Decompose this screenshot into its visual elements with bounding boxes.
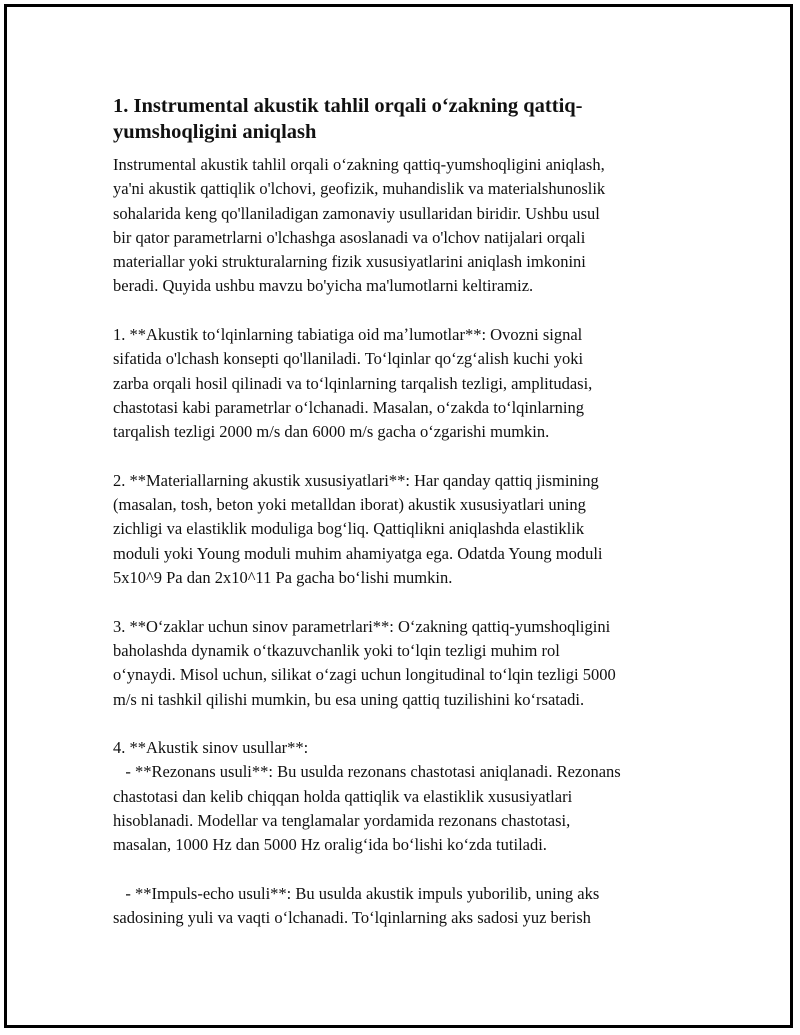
text-line: baholashda dynamik oʻtkazuvchanlik yoki toʻlqin tezligi muhim rol — [113, 640, 560, 660]
text-line: 3. **Oʻzaklar uchun sinov parametrlari**: Oʻzakning qattiq-yumshoqligini — [113, 616, 611, 636]
text-line: 2. **Materiallarning akustik xususiyatlari**: Har qanday qattiq jismining — [113, 470, 599, 490]
text-line: - **Rezonans usuli**: Bu usulda rezonans chastotasi aniqlanadi. Rezonans — [113, 762, 621, 782]
text-line: beradi. Quyida ushbu mavzu bo'yicha ma'lumotlarni keltiramiz. — [113, 276, 534, 296]
point-1-paragraph — [113, 323, 698, 444]
text-line: (masalan, tosh, beton yoki metalldan iborat) akustik xususiyatlari uning — [113, 495, 586, 515]
text-line: materiallar yoki strukturalarning fizik xususiyatlarini aniqlash imkonini — [113, 252, 586, 272]
text-line: tarqalish tezligi 2000 m/s dan 6000 m/s gacha oʻzgarishi mumkin. — [113, 422, 550, 442]
text-line: Instrumental akustik tahlil orqali oʻzakning qattiq-yumshoqligini aniqlash, — [113, 155, 605, 174]
text-line: sohalarida keng qo'llaniladigan zamonaviy usullaridan biridir. Ushbu usul — [113, 203, 600, 223]
text-line: chastotasi kabi parametrlar oʻlchanadi. Masalan, oʻzakda toʻlqinlarning — [113, 397, 584, 417]
text-line: bir qator parametrlarni o'lchashga asoslanadi va o'lchov natijalari orqali — [113, 227, 586, 247]
point-3-paragraph — [113, 615, 698, 712]
text-line: chastotasi dan kelib chiqqan holda qattiqlik va elastiklik xususiyatlari — [113, 786, 573, 806]
point-2-paragraph — [113, 469, 698, 590]
paragraph-gap — [113, 858, 698, 882]
text-line: zichligi va elastiklik moduliga bogʻliq. Qattiqlikni aniqlashda elastiklik — [113, 519, 585, 539]
title-line: yumshoqligini aniqlash — [113, 121, 317, 143]
text-line: 1. **Akustik toʻlqinlarning tabiatiga oid maʼlumotlar**: Ovozni signal — [113, 325, 583, 345]
text-line: moduli yoki Young moduli muhim ahamiyatga ega. Odatda Young moduli — [113, 543, 603, 563]
text-line: 4. **Akustik sinov usullar**: — [113, 738, 309, 758]
text-line: oʻynaydi. Misol uchun, silikat oʻzagi uchun longitudinal toʻlqin tezligi 5000 — [113, 665, 616, 685]
text-line: ya'ni akustik qattiqlik o'lchovi, geofizik, muhandislik va materialshunoslik — [113, 179, 606, 199]
paragraph-gap — [113, 712, 698, 736]
text-line: m/s ni tashkil qilishi mumkin, bu esa uning qattiq tuzilishini koʻrsatadi. — [113, 689, 585, 709]
impulse-echo-paragraph — [113, 882, 698, 931]
paragraph-gap — [113, 590, 698, 614]
intro-paragraph — [113, 153, 698, 299]
title-line: 1. Instrumental akustik tahlil orqali oʻzakning qattiq- — [113, 95, 583, 117]
point-4-paragraph — [113, 736, 698, 857]
text-line: sifatida o'lchash konsepti qo'llaniladi. Toʻlqinlar qoʻzgʻalish kuchi yoki — [113, 349, 584, 369]
text-line: zarba orqali hosil qilinadi va toʻlqinlarning tarqalish tezligi, amplitudasi, — [113, 373, 593, 393]
document-body — [113, 93, 698, 931]
text-line: - **Impuls-echo usuli**: Bu usulda akustik impuls yuborilib, uning aks — [113, 883, 600, 903]
text-line: masalan, 1000 Hz dan 5000 Hz oraligʻida boʻlishi koʻzda tutiladi. — [113, 835, 547, 855]
text-line: 5x10^9 Pa dan 2x10^11 Pa gacha boʻlishi mumkin. — [113, 568, 453, 588]
section-title — [113, 93, 698, 145]
text-line: sadosining yuli va vaqti oʻlchanadi. Toʻlqinlarning aks sadosi yuz berish — [113, 908, 591, 928]
paragraph-gap — [113, 445, 698, 469]
paragraph-gap — [113, 299, 698, 323]
text-line: hisoblanadi. Modellar va tenglamalar yordamida rezonans chastotasi, — [113, 811, 571, 831]
